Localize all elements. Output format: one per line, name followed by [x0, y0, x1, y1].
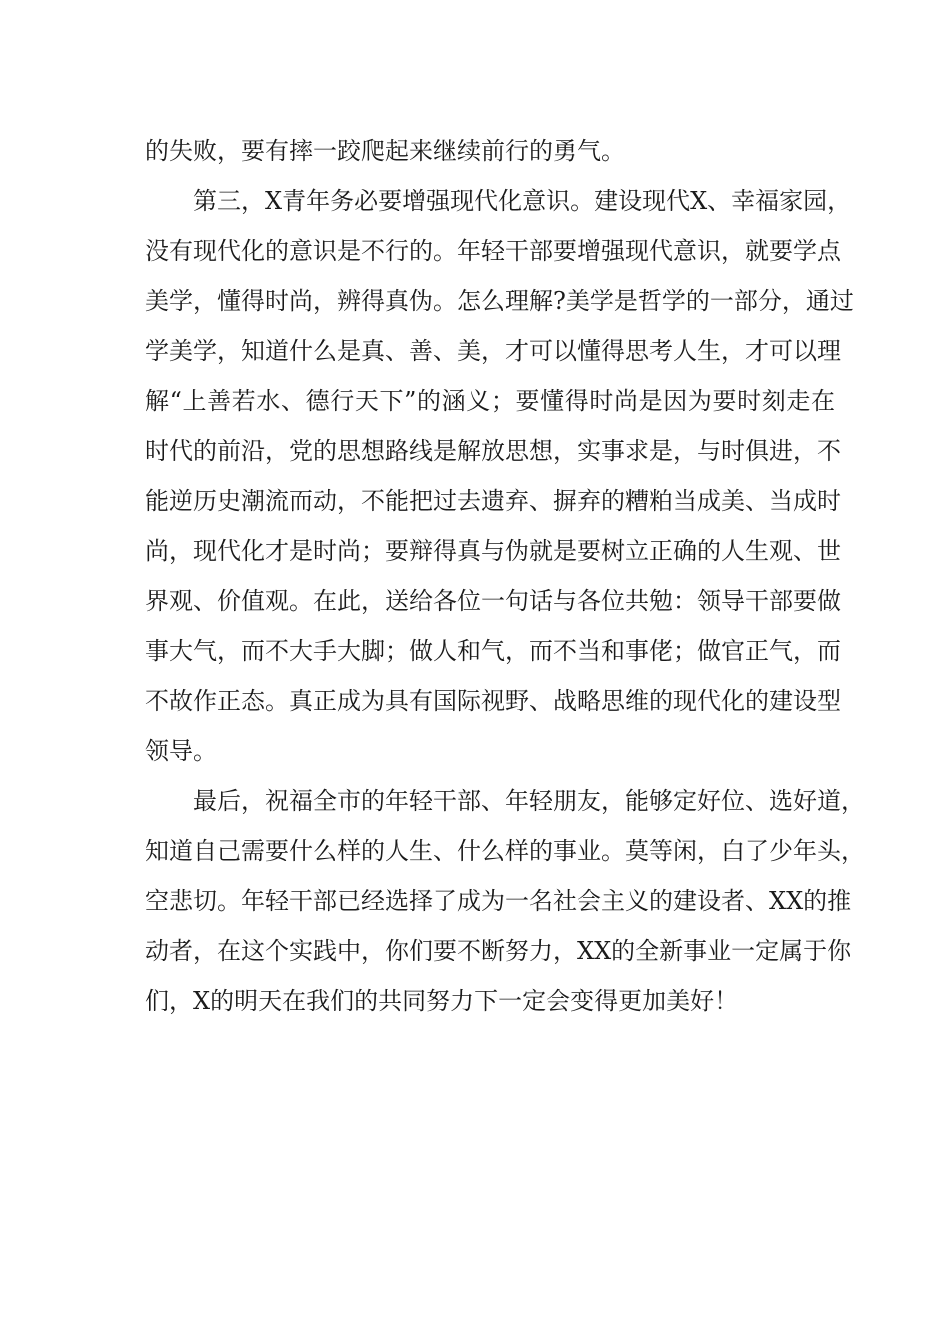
text-line: 知道自己需要什么样的人生、什么样的事业。莫等闲，白了少年头，: [145, 837, 865, 865]
text-line: 领导。: [145, 737, 217, 765]
text-line: 没有现代化的意识是不行的。年轻干部要增强现代意识，就要学点: [145, 237, 841, 265]
text-line: 解“上善若水、德行天下”的涵义；要懂得时尚是因为要时刻走在: [145, 387, 835, 415]
paragraph-start-line: 第三，X青年务必要增强现代化意识。建设现代X、幸福家园，: [193, 187, 852, 215]
text-line: 事大气，而不大手大脚；做人和气，而不当和事佬；做官正气，而: [145, 637, 841, 665]
text-line: 尚，现代化才是时尚；要辩得真与伪就是要树立正确的人生观、世: [145, 537, 841, 565]
text-line: 们，X的明天在我们的共同努力下一定会变得更加美好！: [145, 987, 739, 1015]
text-line: 的失败，要有摔一跤爬起来继续前行的勇气。: [145, 137, 625, 165]
text-line: 空悲切。年轻干部已经选择了成为一名社会主义的建设者、XX的推: [145, 887, 852, 915]
text-line: 学美学，知道什么是真、善、美，才可以懂得思考人生，才可以理: [145, 337, 841, 365]
text-line: 动者，在这个实践中，你们要不断努力，XX的全新事业一定属于你: [145, 937, 852, 965]
text-line: 能逆历史潮流而动，不能把过去遗弃、摒弃的糟粕当成美、当成时: [145, 487, 841, 515]
text-line: 不故作正态。真正成为具有国际视野、战略思维的现代化的建设型: [145, 687, 841, 715]
text-line: 时代的前沿，党的思想路线是解放思想，实事求是，与时俱进，不: [145, 437, 841, 465]
paragraph-start-line: 最后，祝福全市的年轻干部、年轻朋友，能够定好位、选好道，: [193, 787, 865, 815]
text-line: 美学，懂得时尚，辨得真伪。怎么理解?美学是哲学的一部分，通过: [145, 287, 854, 315]
text-line: 界观、价值观。在此，送给各位一句话与各位共勉：领导干部要做: [145, 587, 841, 615]
